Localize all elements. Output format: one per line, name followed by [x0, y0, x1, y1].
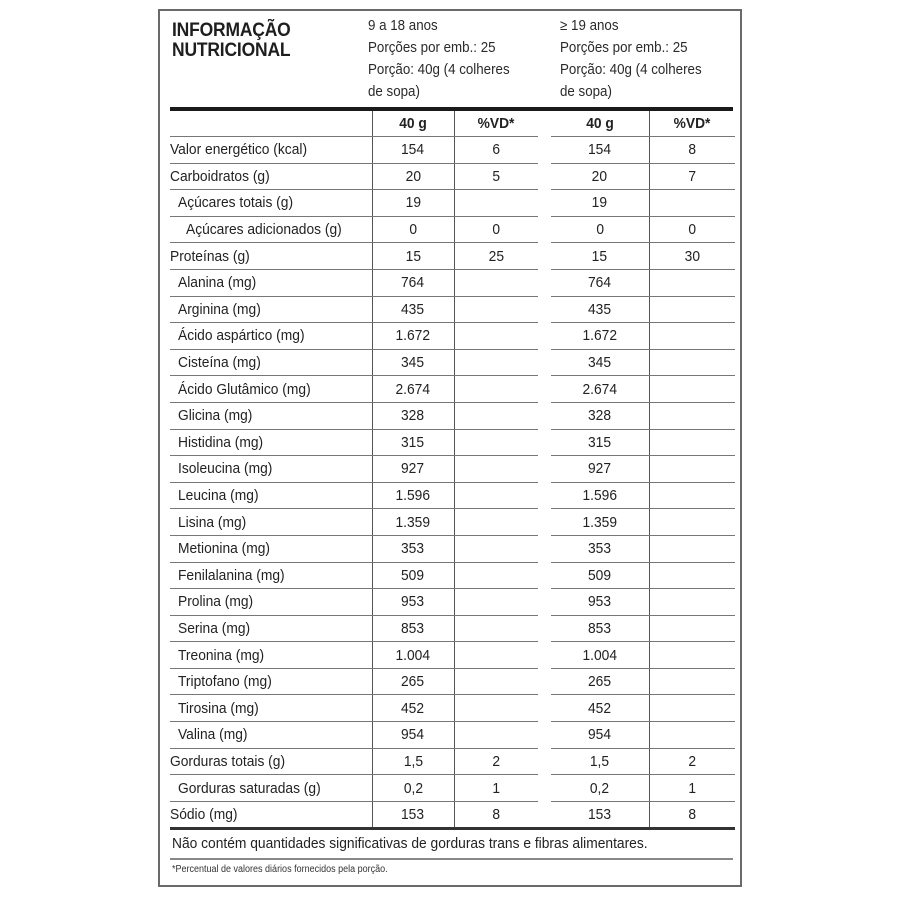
- amount-19-plus: 2.674: [551, 376, 649, 403]
- amount-9-18: 315: [372, 429, 454, 456]
- table-row: [170, 137, 735, 164]
- amount-9-18: 452: [372, 695, 454, 722]
- table-row: [170, 376, 735, 403]
- header-blank: [170, 111, 372, 137]
- col-header-amount-1: 40 g: [372, 111, 454, 137]
- vd-9-18: [454, 642, 538, 669]
- amount-9-18: 1.672: [372, 323, 454, 350]
- column-gap: [538, 456, 551, 483]
- amount-19-plus: 19: [551, 190, 649, 217]
- table-row: [170, 642, 735, 669]
- amount-9-18: 1,5: [372, 748, 454, 775]
- column-gap: [538, 323, 551, 350]
- vd-19-plus: [649, 269, 735, 296]
- col-header-amount-2: 40 g: [551, 111, 649, 137]
- vd-9-18: 25: [454, 243, 538, 270]
- nutrient-label: Carboidratos (g): [170, 163, 372, 190]
- vd-9-18: [454, 456, 538, 483]
- amount-19-plus: 153: [551, 801, 649, 829]
- nutrient-label: Leucina (mg): [170, 482, 372, 509]
- vd-9-18: 2: [454, 748, 538, 775]
- vd-9-18: [454, 269, 538, 296]
- column-gap: [538, 243, 551, 270]
- table-row: [170, 429, 735, 456]
- amount-19-plus: 435: [551, 296, 649, 323]
- vd-9-18: [454, 535, 538, 562]
- table-row: [170, 695, 735, 722]
- footnote: *Percentual de valores diários fornecidos pela porção.: [172, 864, 388, 875]
- vd-9-18: 0: [454, 216, 538, 243]
- amount-19-plus: 1.004: [551, 642, 649, 669]
- vd-19-plus: [649, 535, 735, 562]
- vd-9-18: 5: [454, 163, 538, 190]
- nutrient-label: Histidina (mg): [170, 429, 372, 456]
- vd-19-plus: [649, 456, 735, 483]
- group-portion: Porção: 40g (4 colheres: [560, 62, 702, 78]
- table-row: [170, 722, 735, 749]
- amount-9-18: 153: [372, 801, 454, 829]
- column-gap: [538, 695, 551, 722]
- amount-9-18: 345: [372, 349, 454, 376]
- column-gap: [538, 642, 551, 669]
- nutrient-label: Valina (mg): [170, 722, 372, 749]
- nutrient-label: Fenilalanina (mg): [170, 562, 372, 589]
- column-gap: [538, 376, 551, 403]
- vd-19-plus: [649, 562, 735, 589]
- column-gap: [538, 216, 551, 243]
- amount-9-18: 0,2: [372, 775, 454, 802]
- panel-title: [172, 21, 291, 61]
- group-portion-cont: de sopa): [560, 84, 612, 100]
- column-gap: [538, 429, 551, 456]
- nutrient-label: Proteínas (g): [170, 243, 372, 270]
- vd-19-plus: [649, 376, 735, 403]
- amount-19-plus: 1.672: [551, 323, 649, 350]
- amount-19-plus: 328: [551, 402, 649, 429]
- nutrient-label: Açúcares totais (g): [170, 190, 372, 217]
- nutrient-label: Lisina (mg): [170, 509, 372, 536]
- nutrient-label: Cisteína (mg): [170, 349, 372, 376]
- amount-9-18: 2.674: [372, 376, 454, 403]
- header: [172, 15, 730, 109]
- group-portion-cont: de sopa): [368, 84, 420, 100]
- vd-19-plus: [649, 349, 735, 376]
- vd-9-18: [454, 668, 538, 695]
- nutrient-label: Gorduras saturadas (g): [170, 775, 372, 802]
- vd-19-plus: [649, 642, 735, 669]
- vd-19-plus: [649, 296, 735, 323]
- nutrient-label: Gorduras totais (g): [170, 748, 372, 775]
- amount-9-18: 20: [372, 163, 454, 190]
- vd-9-18: [454, 695, 538, 722]
- trans-fat-note: Não contém quantidades significativas de gorduras trans e fibras alimentares.: [172, 835, 648, 852]
- vd-19-plus: [649, 429, 735, 456]
- group-9-18: [368, 15, 510, 103]
- amount-9-18: 19: [372, 190, 454, 217]
- vd-19-plus: 0: [649, 216, 735, 243]
- amount-9-18: 853: [372, 615, 454, 642]
- amount-19-plus: 927: [551, 456, 649, 483]
- amount-9-18: 15: [372, 243, 454, 270]
- vd-19-plus: 8: [649, 137, 735, 164]
- nutrition-facts-panel: [158, 9, 742, 887]
- column-gap: [538, 402, 551, 429]
- amount-9-18: 764: [372, 269, 454, 296]
- amount-19-plus: 0: [551, 216, 649, 243]
- amount-9-18: 328: [372, 402, 454, 429]
- vd-19-plus: 30: [649, 243, 735, 270]
- amount-19-plus: 20: [551, 163, 649, 190]
- title-line-1: INFORMAÇÃO: [172, 20, 291, 41]
- nutrient-label: Serina (mg): [170, 615, 372, 642]
- amount-9-18: 353: [372, 535, 454, 562]
- vd-19-plus: [649, 589, 735, 616]
- nutrition-table: [170, 111, 735, 830]
- nutrient-label: Tirosina (mg): [170, 695, 372, 722]
- amount-19-plus: 1.596: [551, 482, 649, 509]
- amount-9-18: 954: [372, 722, 454, 749]
- nutrient-label: Prolina (mg): [170, 589, 372, 616]
- nutrient-label: Sódio (mg): [170, 801, 372, 829]
- table-row: [170, 163, 735, 190]
- amount-19-plus: 154: [551, 137, 649, 164]
- amount-9-18: 1.596: [372, 482, 454, 509]
- nutrient-label: Arginina (mg): [170, 296, 372, 323]
- vd-19-plus: [649, 668, 735, 695]
- vd-19-plus: 2: [649, 748, 735, 775]
- column-gap: [538, 615, 551, 642]
- vd-9-18: 1: [454, 775, 538, 802]
- column-gap: [538, 349, 551, 376]
- vd-19-plus: [649, 190, 735, 217]
- amount-9-18: 154: [372, 137, 454, 164]
- group-age: 9 a 18 anos: [368, 18, 438, 34]
- group-19-plus: [560, 15, 702, 103]
- vd-9-18: [454, 429, 538, 456]
- vd-19-plus: [649, 402, 735, 429]
- amount-19-plus: 15: [551, 243, 649, 270]
- vd-19-plus: 8: [649, 801, 735, 829]
- table-row: [170, 243, 735, 270]
- amount-9-18: 265: [372, 668, 454, 695]
- amount-19-plus: 452: [551, 695, 649, 722]
- column-gap: [538, 190, 551, 217]
- nutrient-label: Açúcares adicionados (g): [170, 216, 372, 243]
- amount-9-18: 1.359: [372, 509, 454, 536]
- column-gap: [538, 269, 551, 296]
- column-gap: [538, 722, 551, 749]
- nutrient-label: Valor energético (kcal): [170, 137, 372, 164]
- vd-9-18: [454, 402, 538, 429]
- column-gap: [538, 668, 551, 695]
- column-gap: [538, 163, 551, 190]
- note-divider: [170, 858, 733, 860]
- vd-9-18: [454, 323, 538, 350]
- vd-19-plus: 1: [649, 775, 735, 802]
- table-row: [170, 323, 735, 350]
- column-gap: [538, 589, 551, 616]
- group-portion: Porção: 40g (4 colheres: [368, 62, 510, 78]
- table-row: [170, 216, 735, 243]
- amount-19-plus: 315: [551, 429, 649, 456]
- table-row: [170, 562, 735, 589]
- table-row: [170, 402, 735, 429]
- group-age: ≥ 19 anos: [560, 18, 619, 34]
- table-row: [170, 509, 735, 536]
- vd-19-plus: [649, 615, 735, 642]
- nutrient-label: Ácido aspártico (mg): [170, 323, 372, 350]
- nutrient-label: Glicina (mg): [170, 402, 372, 429]
- table-row: [170, 615, 735, 642]
- table-row: [170, 775, 735, 802]
- vd-19-plus: [649, 695, 735, 722]
- nutrient-label: Triptofano (mg): [170, 668, 372, 695]
- vd-19-plus: [649, 323, 735, 350]
- amount-9-18: 1.004: [372, 642, 454, 669]
- amount-19-plus: 1,5: [551, 748, 649, 775]
- amount-9-18: 927: [372, 456, 454, 483]
- amount-9-18: 509: [372, 562, 454, 589]
- vd-9-18: [454, 190, 538, 217]
- table-row: [170, 190, 735, 217]
- amount-9-18: 435: [372, 296, 454, 323]
- vd-9-18: [454, 482, 538, 509]
- vd-19-plus: [649, 509, 735, 536]
- column-gap: [538, 296, 551, 323]
- column-gap: [538, 748, 551, 775]
- amount-9-18: 0: [372, 216, 454, 243]
- table-row: [170, 269, 735, 296]
- vd-9-18: 8: [454, 801, 538, 829]
- column-gap: [538, 535, 551, 562]
- column-gap: [538, 137, 551, 164]
- nutrient-label: Alanina (mg): [170, 269, 372, 296]
- vd-9-18: [454, 296, 538, 323]
- column-gap: [538, 562, 551, 589]
- col-header-vd-2: %VD*: [649, 111, 735, 137]
- column-gap: [538, 111, 551, 137]
- column-header-row: [170, 111, 735, 137]
- vd-9-18: [454, 589, 538, 616]
- table-row: [170, 349, 735, 376]
- amount-19-plus: 265: [551, 668, 649, 695]
- amount-19-plus: 853: [551, 615, 649, 642]
- column-gap: [538, 482, 551, 509]
- amount-9-18: 953: [372, 589, 454, 616]
- table-row: [170, 589, 735, 616]
- amount-19-plus: 0,2: [551, 775, 649, 802]
- table-row: [170, 668, 735, 695]
- column-gap: [538, 509, 551, 536]
- column-gap: [538, 801, 551, 829]
- amount-19-plus: 353: [551, 535, 649, 562]
- amount-19-plus: 954: [551, 722, 649, 749]
- group-servings: Porções por emb.: 25: [560, 40, 688, 56]
- group-servings: Porções por emb.: 25: [368, 40, 496, 56]
- vd-19-plus: [649, 482, 735, 509]
- amount-19-plus: 345: [551, 349, 649, 376]
- col-header-vd-1: %VD*: [454, 111, 538, 137]
- vd-19-plus: [649, 722, 735, 749]
- nutrient-label: Ácido Glutâmico (mg): [170, 376, 372, 403]
- table-row: [170, 456, 735, 483]
- vd-9-18: 6: [454, 137, 538, 164]
- vd-9-18: [454, 349, 538, 376]
- table-row: [170, 482, 735, 509]
- nutrient-label: Treonina (mg): [170, 642, 372, 669]
- table-row: [170, 296, 735, 323]
- vd-9-18: [454, 722, 538, 749]
- amount-19-plus: 509: [551, 562, 649, 589]
- table-row: [170, 801, 735, 829]
- vd-9-18: [454, 376, 538, 403]
- nutrient-label: Metionina (mg): [170, 535, 372, 562]
- nutrient-label: Isoleucina (mg): [170, 456, 372, 483]
- vd-19-plus: 7: [649, 163, 735, 190]
- amount-19-plus: 764: [551, 269, 649, 296]
- column-gap: [538, 775, 551, 802]
- amount-19-plus: 1.359: [551, 509, 649, 536]
- vd-9-18: [454, 615, 538, 642]
- vd-9-18: [454, 509, 538, 536]
- amount-19-plus: 953: [551, 589, 649, 616]
- vd-9-18: [454, 562, 538, 589]
- table-row: [170, 535, 735, 562]
- title-line-2: NUTRICIONAL: [172, 40, 291, 61]
- table-row: [170, 748, 735, 775]
